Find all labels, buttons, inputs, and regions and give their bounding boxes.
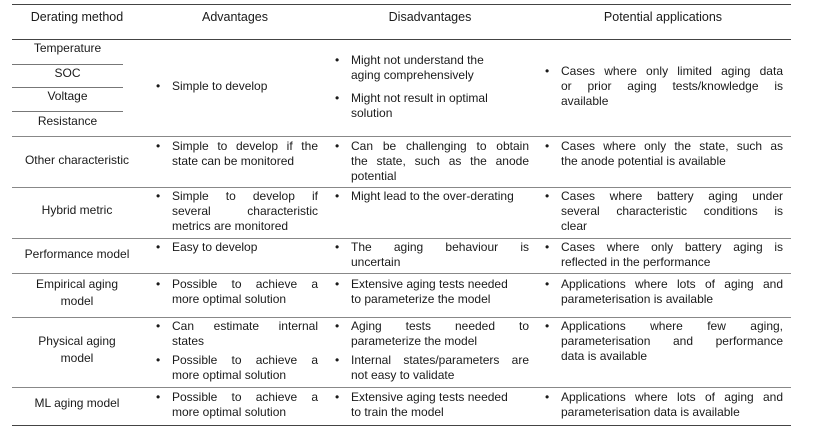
text-line: several characteristic <box>172 204 318 218</box>
advantage-item <box>172 277 318 307</box>
text-line: • Aging tests needed to <box>351 319 529 333</box>
text-line: • Can estimate internal <box>172 319 318 333</box>
text-line: • Simple to develop if <box>172 189 318 203</box>
sub-rule <box>12 64 123 65</box>
disadvantage-item <box>351 53 529 83</box>
text-line: • Can be challenging to obtain <box>351 139 529 153</box>
text-line: • Cases where only limited aging data <box>561 64 783 78</box>
header-method: Derating method <box>30 10 124 24</box>
text-line: more optimal solution <box>172 292 287 306</box>
disadvantage-item <box>351 91 529 121</box>
text-line: reflected in the performance <box>561 255 711 269</box>
text-line: • Applications where few aging, <box>561 319 783 333</box>
text-line: several characteristic conditions is <box>561 204 783 218</box>
method-name: Hybrid metric <box>41 203 113 217</box>
disadvantage-item <box>351 390 529 420</box>
text-line: potential <box>351 169 397 183</box>
text-line: • Might not result in optimal <box>351 91 488 105</box>
method-voltage: Voltage <box>47 89 88 103</box>
text-line: • Possible to achieve a <box>172 277 318 291</box>
application-item <box>561 139 783 169</box>
row-rule <box>12 387 791 388</box>
text-line: more optimal solution <box>172 405 287 419</box>
text-line: • Easy to develop <box>172 240 258 254</box>
row-rule <box>12 136 791 137</box>
text-line: • Applications where lots of aging and <box>561 390 783 404</box>
advantage-item <box>172 390 318 420</box>
table-bottom-rule <box>12 425 791 426</box>
text-line: • Cases where only the state, such as <box>561 139 783 153</box>
table-top-rule <box>12 4 791 5</box>
sub-rule <box>12 87 123 88</box>
header-advantages: Advantages <box>201 10 269 24</box>
application-item <box>561 240 783 270</box>
text-line: available <box>561 94 609 108</box>
text-line: or prior aging tests/knowledge is <box>561 79 783 93</box>
method-name: Physical aging <box>38 334 116 348</box>
text-line: to train the model <box>351 405 444 419</box>
text-line: • Applications where lots of aging and <box>561 277 783 291</box>
text-line: • Extensive aging tests needed <box>351 277 508 291</box>
text-line: parameterisation and performance <box>561 334 783 348</box>
advantage-item <box>172 319 318 349</box>
method-name: Performance model <box>24 247 130 261</box>
text-line: not easy to validate <box>351 368 455 382</box>
method-name: ML aging model <box>34 396 120 410</box>
application-item <box>561 390 783 420</box>
disadvantage-item <box>351 319 529 349</box>
method-resistance: Resistance <box>37 114 98 128</box>
header-applications: Potential applications <box>603 10 723 24</box>
method-name: Other characteristic <box>24 153 130 167</box>
text-line: aging comprehensively <box>351 68 474 82</box>
text-line: data is available <box>561 349 648 363</box>
text-line: • Cases where only battery aging is <box>561 240 783 254</box>
row-rule <box>12 238 791 239</box>
text-line: • Simple to develop if the <box>172 139 318 153</box>
advantage-item <box>172 353 318 383</box>
header-disadvantages: Disadvantages <box>388 10 472 24</box>
text-line: • Might lead to the over-derating <box>351 189 514 203</box>
text-line: state can be monitored <box>172 154 295 168</box>
sub-rule <box>12 111 123 112</box>
text-line: clear <box>561 219 588 233</box>
disadvantage-item <box>351 189 529 204</box>
row-rule <box>12 187 791 188</box>
method-name: model <box>60 294 94 308</box>
text-line: • Cases where battery aging under <box>561 189 783 203</box>
advantage-item: • Simple to develop <box>172 79 322 94</box>
application-item <box>561 277 783 307</box>
text-line: the state, such as the anode <box>351 154 529 168</box>
text-line: states <box>172 334 205 348</box>
disadvantage-item <box>351 353 529 383</box>
disadvantage-item <box>351 240 529 270</box>
text-line: parameterisation is available <box>561 292 714 306</box>
text-line: the anode potential is available <box>561 154 726 168</box>
method-temperature: Temperature <box>33 41 102 55</box>
text-line: solution <box>351 106 393 120</box>
text-line: to parameterize the model <box>351 292 491 306</box>
advantage-item <box>172 139 318 169</box>
application-item <box>561 189 783 234</box>
text-line: parameterisation data is available <box>561 405 740 419</box>
text-line: • Possible to achieve a <box>172 390 318 404</box>
text-line: • Internal states/parameters are <box>351 353 529 367</box>
text-line: metrics are monitored <box>172 219 289 233</box>
text-line: • Might not understand the <box>351 53 484 67</box>
advantage-item <box>172 189 318 234</box>
disadvantage-item <box>351 139 529 184</box>
text-line: more optimal solution <box>172 368 287 382</box>
header-rule <box>12 39 791 40</box>
text-line: • The aging behaviour is <box>351 240 529 254</box>
text-line: uncertain <box>351 255 401 269</box>
method-name: Empirical aging <box>35 277 119 291</box>
text-line: • Extensive aging tests needed <box>351 390 508 404</box>
text-line: parameterize the model <box>351 334 478 348</box>
application-item <box>561 319 783 364</box>
row-rule <box>12 273 791 274</box>
text-line: • Possible to achieve a <box>172 353 318 367</box>
row-rule <box>12 317 791 318</box>
application-item <box>561 64 783 109</box>
disadvantage-item <box>351 277 529 307</box>
method-name: model <box>60 351 94 365</box>
method-soc: SOC <box>54 66 81 80</box>
advantage-item <box>172 240 318 255</box>
